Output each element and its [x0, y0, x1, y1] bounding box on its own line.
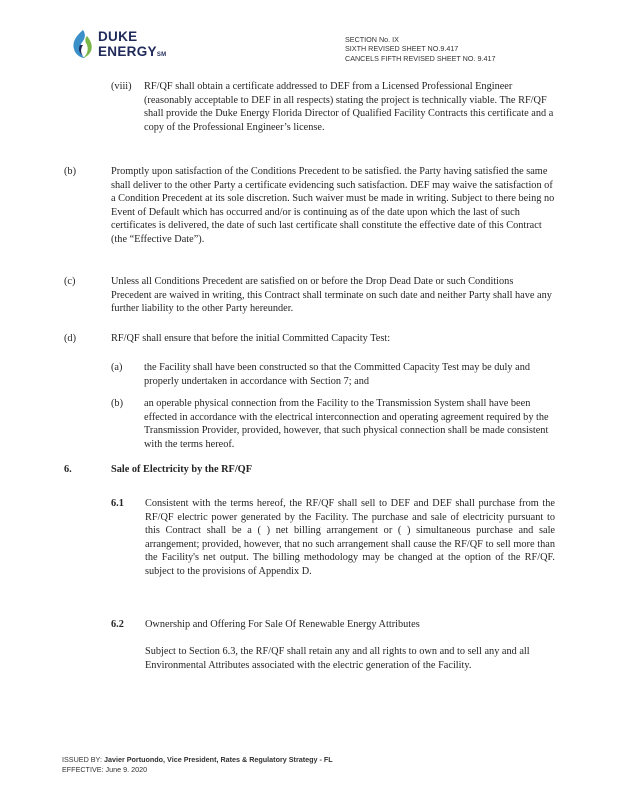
section-6-2-title: Ownership and Offering For Sale Of Renewable Energy Attributes [145, 619, 420, 630]
cancels-sheet: CANCELS FIFTH REVISED SHEET NO. 9.417 [345, 53, 496, 63]
item-b-label: (b) [64, 166, 77, 177]
logo-line-1: DUKE [98, 29, 138, 44]
logo-service-mark: SM [156, 52, 167, 58]
section-6-1-text: Consistent with the terms hereof, the RF/QF shall sell to DEF and DEF shall purchase from the RF/QF electric power generated by the Facility. The purchase and sale of electricity pursuant to this Contract shall be a ( ) net billing arrangement or ( ) simultaneous purchase and sale arrangement; provided, however, that no such arrangement shall cause the RF/QF to sell more than the Facility's net output. The billing methodology may be changed at the option of the RF/QF. subject to the provisions of Appendix D. [145, 498, 555, 577]
section-6-2-text: Subject to Section 6.3, the RF/QF shall retain any and all rights to own and to sell any and all Environmental Attributes associated with the electric generation of the Facility. [145, 646, 530, 671]
item-b-text: Promptly upon satisfaction of the Conditions Precedent to be satisfied. the Party having satisfied the same shall deliver to the other Party a certificate evidencing such satisfaction. DEF may waive the satisfaction of a Condition Precedent at its sole discretion. Such waiver must be made in writing. Subject to there being no Event of Default which has occurred and/or is continuing as of the date upon which the last of such certificates is delivered, the date of such last certificate shall constitute the effective date of this Contract (the “Effective Date”). [111, 166, 555, 245]
section-6-1-number: 6.1 [111, 498, 124, 509]
item-viii-label: (viii) [111, 81, 132, 92]
section-6-number: 6. [64, 464, 72, 475]
item-d-label: (d) [64, 333, 77, 344]
logo-line-2: ENERGY [98, 44, 157, 59]
issued-by-label: ISSUED BY: [62, 755, 102, 764]
logo-wordmark [98, 29, 166, 63]
effective-value: June 9. 2020 [105, 764, 148, 774]
effective-label: EFFECTIVE: [62, 764, 104, 774]
section-number: SECTION No. IX [345, 35, 399, 44]
item-d-text: RF/QF shall ensure that before the initial Committed Capacity Test: [111, 333, 391, 344]
duke-energy-logo [68, 26, 188, 66]
sheet-header [345, 35, 495, 63]
section-6-title: Sale of Electricity by the RF/QF [111, 464, 252, 475]
page-footer [62, 755, 333, 774]
duke-energy-flame-icon [68, 28, 98, 60]
item-c-text: Unless all Conditions Precedent are satisfied on or before the Drop Dead Date or such Conditions Precedent are waived in writing, this Contract shall terminate on such date and neither Party shall have any further liability to the other Party hereunder. [111, 276, 552, 314]
item-d-a-label: (a) [111, 362, 123, 373]
item-d-b-label: (b) [111, 398, 124, 409]
item-c-label: (c) [64, 276, 76, 287]
item-d-b-text: an operable physical connection from the Facility to the Transmission System shall have been effected in accordance with the electrical interconnection and operating agreement required by the Transmission Provider, provided, however, that such physical connection shall be made consistent with the terms hereof. [144, 398, 549, 450]
issued-by-value: Javier Portuondo, Vice President, Rates & Regulatory Strategy - FL [103, 755, 333, 764]
item-viii-text: RF/QF shall obtain a certificate addressed to DEF from a Licensed Professional Engineer (reasonably acceptable to DEF in all respects) stating the project is technically viable. The RF/QF shall provide the Duke Energy Florida Director of Qualified Facility Contracts this certificate and a copy of the Professional Engineer’s license. [144, 81, 554, 133]
section-6-2-number: 6.2 [111, 619, 124, 630]
sheet-number: SIXTH REVISED SHEET NO.9.417 [345, 44, 459, 54]
item-d-a-text: the Facility shall have been constructed so that the Committed Capacity Test may be duly and properly undertaken in accordance with Section 7; and [144, 362, 530, 387]
